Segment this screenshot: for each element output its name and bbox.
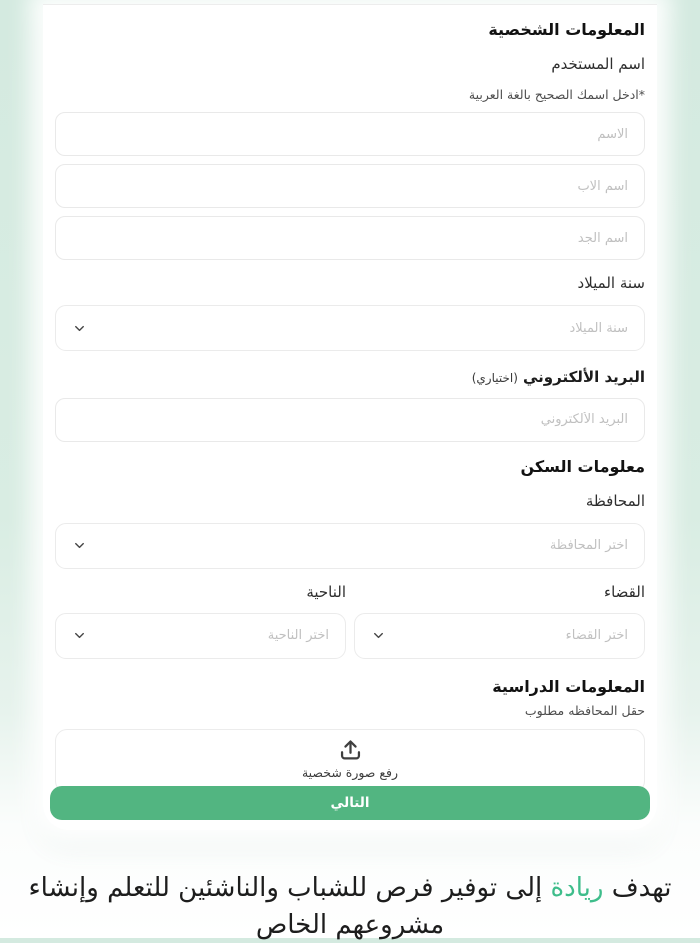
chevron-down-icon: [371, 628, 386, 643]
birth-year-label: سنة الميلاد: [577, 274, 645, 293]
card-top-divider: [43, 4, 657, 5]
district-select[interactable]: [354, 613, 645, 659]
section-title-personal: المعلومات الشخصية: [488, 20, 645, 39]
birth-year-select[interactable]: [55, 305, 645, 351]
district-subdistrict-row: [55, 569, 645, 659]
username-hint: *ادخل اسمك الصحيح بالغة العربية: [468, 86, 645, 102]
chevron-down-icon: [72, 628, 87, 643]
tagline-prefix: تهدف: [603, 873, 672, 904]
email-input[interactable]: [55, 398, 645, 442]
governorate-label: المحافظة: [585, 492, 645, 511]
grandfather-name-input[interactable]: [55, 216, 645, 260]
brand-name: ريادة: [550, 873, 604, 904]
governorate-placeholder: اختر المحافظة: [549, 538, 628, 554]
username-label: اسم المستخدم: [551, 55, 645, 74]
district-placeholder: اختر القضاء: [565, 628, 628, 644]
chevron-down-icon: [72, 321, 87, 336]
subdistrict-column: [55, 569, 346, 659]
first-name-input[interactable]: [55, 112, 645, 156]
next-button[interactable]: التالي: [50, 786, 650, 820]
subdistrict-placeholder: اختر الناحية: [267, 628, 329, 644]
email-label: البريد الألكتروني: [523, 368, 645, 387]
email-label-line: [55, 365, 645, 389]
subdistrict-label: الناحية: [306, 582, 346, 601]
upload-label: رفع صورة شخصية: [301, 765, 399, 781]
subdistrict-select[interactable]: [55, 613, 346, 659]
section-title-education: المعلومات الدراسية: [492, 676, 645, 696]
education-required-hint: حقل المحافظه مطلوب: [524, 702, 645, 718]
upload-icon: [337, 737, 364, 764]
governorate-select[interactable]: [55, 523, 645, 569]
tagline: [26, 870, 674, 943]
birth-year-placeholder: سنة الميلاد: [569, 320, 628, 336]
district-label: القضاء: [604, 582, 645, 601]
upload-photo-button[interactable]: [55, 729, 645, 793]
district-column: [354, 569, 645, 659]
father-name-input[interactable]: [55, 164, 645, 208]
tagline-suffix: إلى توفير فرص للشباب والناشئين للتعلم وإنشاء مشروعهم الخاص: [28, 873, 551, 940]
section-title-residence: معلومات السكن: [520, 456, 645, 476]
registration-card: [43, 4, 657, 830]
chevron-down-icon: [72, 538, 87, 553]
email-optional-note: (اختياري): [471, 371, 518, 386]
